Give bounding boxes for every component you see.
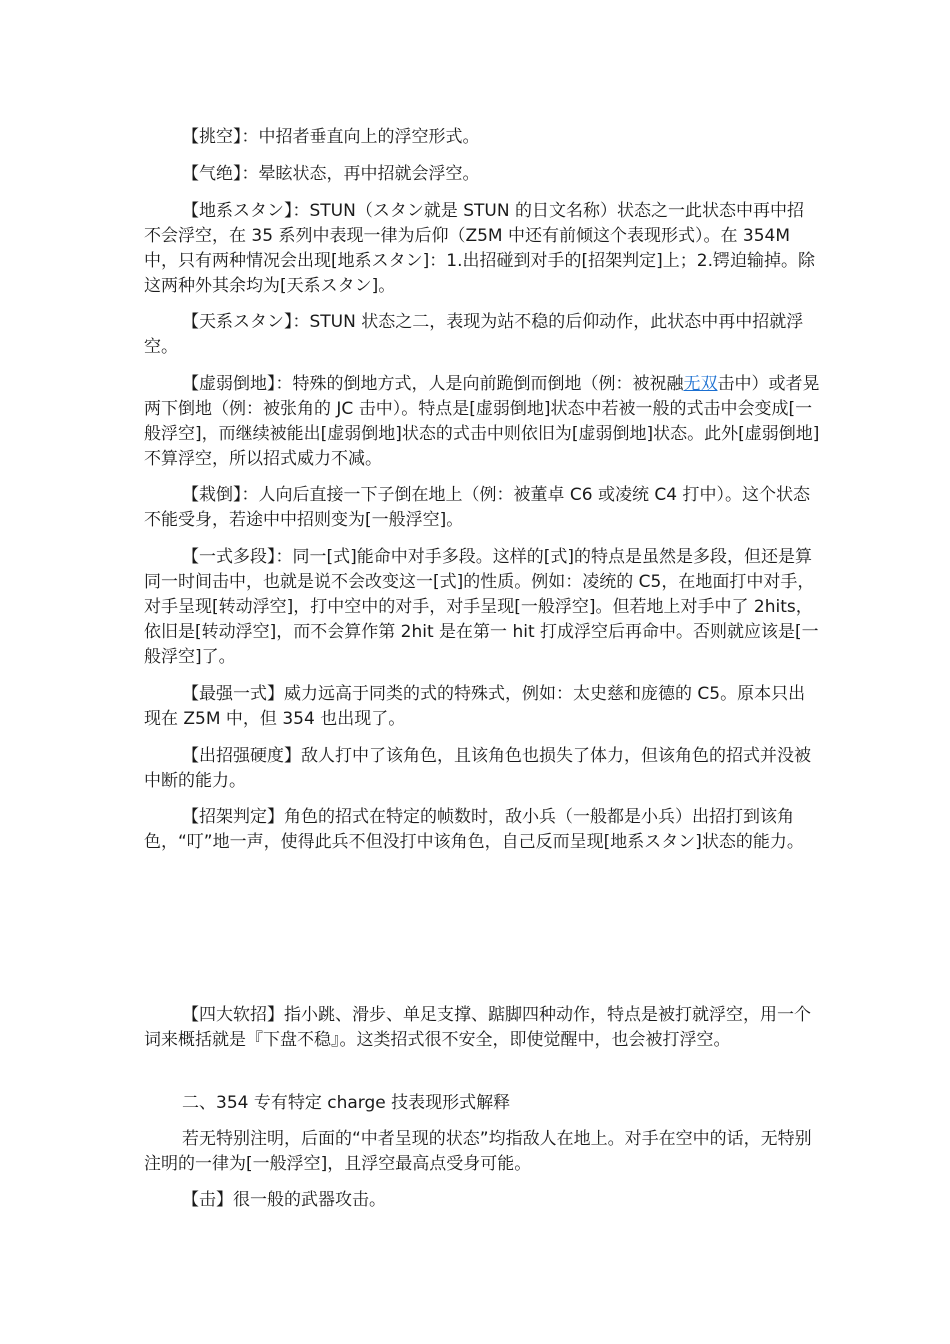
term-yishi-duoduan-paragraph [144,545,820,670]
note-paragraph [144,1127,820,1177]
term-qijue-paragraph [144,162,820,187]
term-zuiqiang-yishi-paragraph [144,682,820,732]
paragraph-text: 【击】很一般的武器攻击。 [182,1190,386,1210]
term-tianxi-stun-paragraph [144,310,820,360]
paragraph-text-before-link: 【虚弱倒地】：特殊的倒地方式，人是向前跪倒而倒地（例：被祝融 [182,374,684,394]
paragraph-text: 【招架判定】角色的招式在特定的帧数时，敌小兵（一般都是小兵）出招打到该角色，“叮”地一声，使得此兵不但没打中该角色，自己反而呈现[地系スタン]状态的能力。 [144,807,804,852]
term-chuzhao-qiangyingdu-paragraph [144,744,820,794]
paragraph-text: 【天系スタン】：STUN 状态之二，表现为站不稳的后仰动作，此状态中再中招就浮空。 [144,312,804,357]
paragraph-text: 【一式多段】：同一[式]能命中对手多段。这样的[式]的特点是虽然是多段，但还是算同一时间击中，也就是说不会改变这一[式]的性质。例如：凌统的 C5，在地面打中对手，对手呈现[转动浮空]，打中空中的对手，对手呈现[一般浮空]。但若地上对手中了 2hits，依旧是[转动浮空]，而不会算作第 2hit 是在第一 hit 打成浮空后再命中。否则就应该是[一般浮空]了。 [144,547,819,667]
term-zhaojia-panding-paragraph [144,805,820,855]
wushuang-link[interactable]: 无双 [683,374,718,394]
paragraph-text: 【气绝】：晕眩状态，再中招就会浮空。 [182,164,480,184]
paragraph-text: 【出招强硬度】敌人打中了该角色，且该角色也损失了体力，但该角色的招式并没被中断的能力。 [144,746,811,791]
term-dixi-stun-paragraph [144,199,820,299]
term-xuruo-daodi-paragraph [144,372,820,472]
term-ji-paragraph [144,1188,820,1213]
term-sida-ruanzhao-paragraph [144,1003,820,1053]
term-zaidao-paragraph [144,483,820,533]
paragraph-text: 若无特别注明，后面的“中者呈现的状态”均指敌人在地上。对手在空中的话，无特别注明的一律为[一般浮空]，且浮空最高点受身可能。 [144,1129,812,1174]
paragraph-text-after-link: 击中）或者晃两下倒地（例：被张角的 JC 击中）。特点是[虚弱倒地]状态中若被一般的式击中会变成[一般浮空]，而继续被能出[虚弱倒地]状态的式击中则依旧为[虚弱倒地]状态。此外[虚弱倒地]不算浮空，所以招式威力不减。 [144,374,820,469]
section-heading-text: 二、354 专有特定 charge 技表现形式解释 [182,1093,511,1113]
paragraph-text: 【四大软招】指小跳、滑步、单足支撑、踮脚四种动作，特点是被打就浮空，用一个词来概括就是『下盘不稳』。这类招式很不安全，即使觉醒中，也会被打浮空。 [144,1005,811,1050]
paragraph-text: 【最强一式】威力远高于同类的式的特殊式，例如：太史慈和庞德的 C5。原本只出现在 Z5M 中，但 354 也出现了。 [144,684,806,729]
section-heading [144,1091,820,1116]
paragraph-text: 【挑空】：中招者垂直向上的浮空形式。 [182,127,480,147]
paragraph-text: 【栽倒】：人向后直接一下子倒在地上（例：被董卓 C6 或凌统 C4 打中）。这个状态不能受身，若途中中招则变为[一般浮空]。 [144,485,810,530]
paragraph-text: 【地系スタン】：STUN（スタン就是 STUN 的日文名称）状态之一此状态中再中招不会浮空，在 35 系列中表现一律为后仰（Z5M 中还有前倾这个表现形式）。在 354M 中，只有两种情况会出现[地系スタン]：1.出招碰到对手的[招架判定]上；2.锷迫输掉。除这两种外其余均为[天系スタン]。 [144,201,815,296]
term-tiaokong-paragraph [144,125,820,150]
